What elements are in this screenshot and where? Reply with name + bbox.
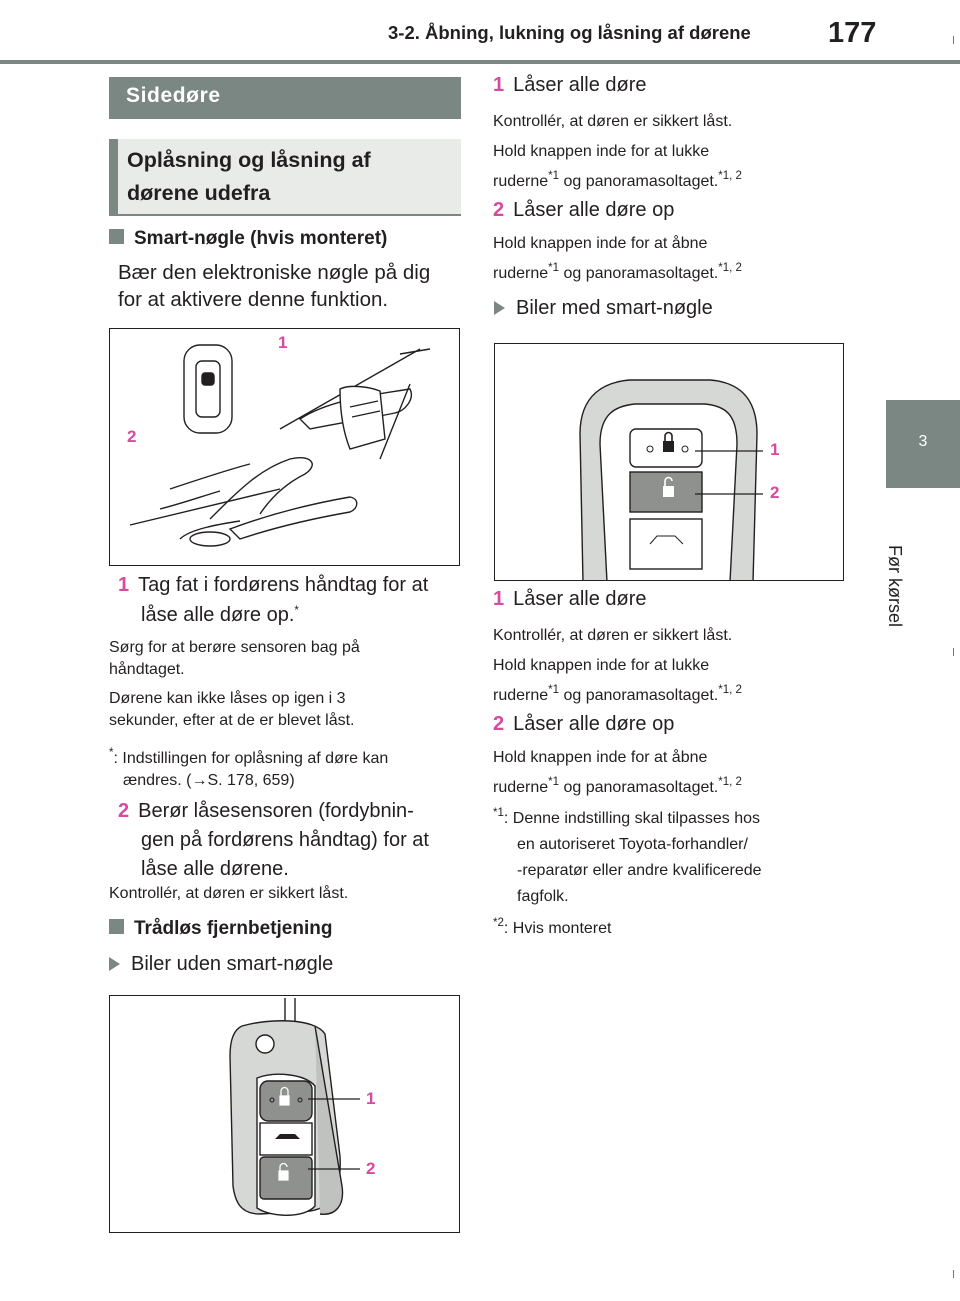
callout-1: 1 bbox=[366, 1089, 376, 1108]
without-smart-key-label: Biler uden smart-nøgle bbox=[109, 953, 333, 976]
lock-all-notes: Kontrollér, at døren er sikkert låst. Hold knappen inde for at lukke ruderne$^{*1}$ og panoramasoltaget.$^{*1, 2}$ bbox=[493, 113, 742, 190]
chapter-tab: 3 bbox=[886, 400, 960, 488]
smart-key-figure bbox=[109, 328, 460, 566]
page-number: 177 bbox=[828, 17, 877, 49]
smart-key-intro: Bær den elektroniske nøgle på dig for at aktivere denne funktion. bbox=[118, 261, 431, 311]
callout-1: 1 bbox=[770, 440, 780, 459]
callout-1: 1 bbox=[278, 333, 288, 352]
square-bullet-icon bbox=[109, 919, 124, 934]
smart-key-note-2: Dørene kan ikke låses op igen i 3 sekunder, efter at de er blevet låst. bbox=[109, 690, 355, 729]
subsection-title-line1: Oplåsning og låsning af bbox=[127, 148, 371, 172]
unlock-all-step: 2 Låser alle døre op bbox=[493, 199, 675, 221]
header-rule bbox=[0, 60, 960, 64]
edge-mark bbox=[953, 1270, 954, 1278]
callout-2: 2 bbox=[770, 483, 780, 502]
smart-key-fob-illustration bbox=[495, 344, 844, 581]
subsection-title-line2: dørene udefra bbox=[127, 181, 271, 205]
lock-all-step-2: 1 Låser alle døre bbox=[493, 588, 647, 610]
step-number: 2 bbox=[118, 800, 130, 822]
header-title: 3-2. Åbning, lukning og låsning af dørene bbox=[388, 22, 751, 43]
subsection-banner bbox=[109, 139, 461, 216]
flip-key-illustration bbox=[110, 996, 460, 1233]
arrow-bullet-icon bbox=[109, 957, 120, 971]
wireless-heading: Trådløs fjernbetjening bbox=[109, 918, 332, 940]
smart-key-note-1: Sørg for at berøre sensoren bag på håndtaget. bbox=[109, 639, 360, 678]
step-number: 1 bbox=[493, 588, 505, 610]
unlock-all-notes: Hold knappen inde for at åbne ruderne$^{*1}$ og panoramasoltaget.$^{*1, 2}$ bbox=[493, 235, 742, 282]
lock-all-step: 1 Låser alle døre bbox=[493, 74, 647, 96]
smart-key-step-2: 2 Berør låsesensoren (fordybnin- gen på fordørens håndtag) for at låse alle dørene. bbox=[118, 800, 429, 880]
chapter-label: Før kørsel bbox=[885, 545, 905, 627]
door-handle-illustration bbox=[110, 329, 460, 566]
square-bullet-icon bbox=[109, 229, 124, 244]
smart-key-step-2-note: Kontrollér, at døren er sikkert låst. bbox=[109, 885, 349, 902]
lock-all-notes-2: Kontrollér, at døren er sikkert låst. Hold knappen inde for at lukke ruderne$^{*1}$ og panoramasoltaget.$^{*1, 2}$ bbox=[493, 627, 742, 704]
with-smart-key-label: Biler med smart-nøgle bbox=[494, 297, 713, 320]
edge-mark bbox=[953, 648, 954, 656]
smart-key-step-1: 1 Tag fat i fordørens håndtag for at låse alle døre op.* bbox=[118, 574, 429, 626]
unlock-all-step-2: 2 Låser alle døre op bbox=[493, 713, 675, 735]
step-number: 2 bbox=[493, 713, 505, 735]
footnote-1: $^{*1}$: Denne indstilling skal tilpasses hos en autoriseret Toyota-forhandler/ -reparatør eller andre kvalificerede fagfolk. bbox=[493, 807, 762, 905]
step-number: 2 bbox=[493, 199, 505, 221]
flip-key-figure bbox=[109, 995, 460, 1233]
section-banner: Sidedøre bbox=[109, 77, 461, 119]
arrow-bullet-icon bbox=[494, 301, 505, 315]
step-number: 1 bbox=[493, 74, 505, 96]
unlock-all-notes-2: Hold knappen inde for at åbne ruderne$^{*1}$ og panoramasoltaget.$^{*1, 2}$ bbox=[493, 749, 742, 796]
smart-key-fob-figure bbox=[494, 343, 844, 581]
callout-2: 2 bbox=[127, 427, 137, 446]
smart-key-footnote: *: Indstillingen for oplåsning af døre kan ændres. (→S. 178, 659) bbox=[109, 747, 389, 789]
callout-2: 2 bbox=[366, 1159, 376, 1178]
edge-mark bbox=[953, 36, 954, 44]
step-number: 1 bbox=[118, 574, 130, 596]
footnote-2: $^{*2}$: Hvis monteret bbox=[493, 917, 612, 937]
smart-key-heading: Smart-nøgle (hvis monteret) bbox=[109, 228, 387, 250]
